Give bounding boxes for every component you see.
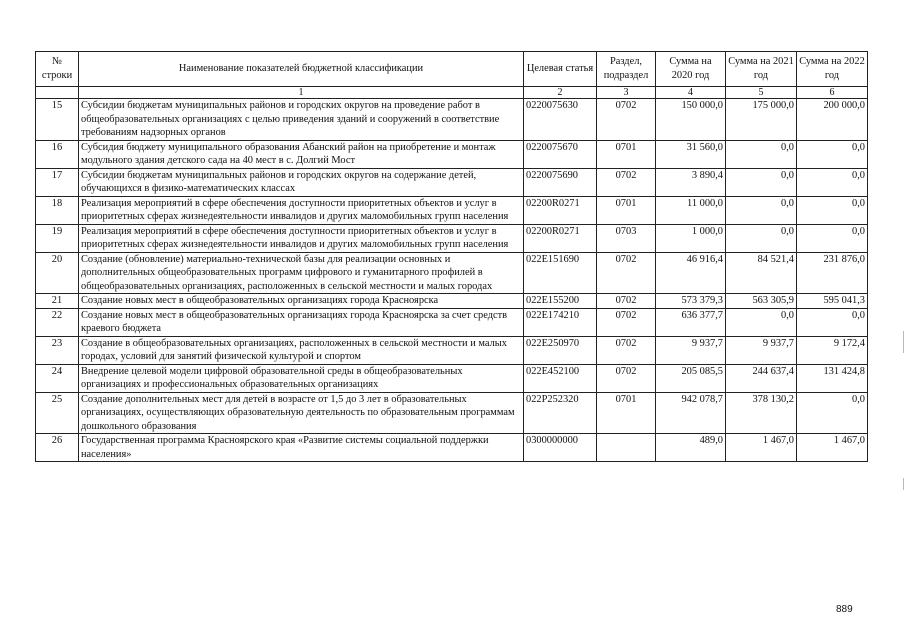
sum-2021: 0,0 <box>726 196 797 224</box>
section-code: 0701 <box>597 392 656 434</box>
row-number: 24 <box>36 364 79 392</box>
sum-2022: 0,0 <box>797 392 868 434</box>
indicator-name: Создание в общеобразовательных организациях, расположенных в сельской местности и малых городах, условий для занятий физической культурой и спортом <box>79 336 524 364</box>
target-item-code: 02200R0271 <box>524 224 597 252</box>
section-code: 0702 <box>597 308 656 336</box>
sum-2022: 0,0 <box>797 224 868 252</box>
scan-margin-mark <box>903 478 904 490</box>
sum-2022: 9 172,4 <box>797 336 868 364</box>
row-number: 20 <box>36 252 79 294</box>
row-number: 18 <box>36 196 79 224</box>
indicator-name: Создание (обновление) материально-технической базы для реализации основных и дополнительных общеобразовательных программ цифрового и гуманитарного профилей в общеобразовательных организациях, расположенных в сельской местности и малых городах <box>79 252 524 294</box>
column-number <box>36 87 79 99</box>
header-target-item: Целевая статья <box>524 52 597 87</box>
budget-table <box>35 51 868 462</box>
sum-2021: 0,0 <box>726 308 797 336</box>
header-row-number: № строки <box>36 52 79 87</box>
column-number: 4 <box>656 87 726 99</box>
sum-2022: 595 041,3 <box>797 294 868 309</box>
row-number: 21 <box>36 294 79 309</box>
sum-2021: 0,0 <box>726 140 797 168</box>
target-item-code: 0220075670 <box>524 140 597 168</box>
section-code: 0702 <box>597 99 656 141</box>
sum-2020: 31 560,0 <box>656 140 726 168</box>
section-code: 0702 <box>597 336 656 364</box>
indicator-name: Создание новых мест в общеобразовательных организациях города Красноярска за счет средств краевого бюджета <box>79 308 524 336</box>
column-number: 2 <box>524 87 597 99</box>
sum-2020: 489,0 <box>656 434 726 462</box>
section-code <box>597 434 656 462</box>
section-code: 0702 <box>597 294 656 309</box>
header-sum-2020: Сумма на 2020 год <box>656 52 726 87</box>
table-row <box>36 168 868 196</box>
sum-2022: 0,0 <box>797 140 868 168</box>
target-item-code: 022E151690 <box>524 252 597 294</box>
table-row <box>36 196 868 224</box>
sum-2021: 378 130,2 <box>726 392 797 434</box>
target-item-code: 0220075630 <box>524 99 597 141</box>
sum-2022: 131 424,8 <box>797 364 868 392</box>
sum-2021: 1 467,0 <box>726 434 797 462</box>
section-code: 0703 <box>597 224 656 252</box>
row-number: 15 <box>36 99 79 141</box>
target-item-code: 022E250970 <box>524 336 597 364</box>
sum-2021: 175 000,0 <box>726 99 797 141</box>
table-row <box>36 252 868 294</box>
target-item-code: 0300000000 <box>524 434 597 462</box>
target-item-code: 022E155200 <box>524 294 597 309</box>
indicator-name: Субсидия бюджету муниципального образования Абанский район на приобретение и монтаж модульного здания детского сада на 40 мест в с. Долгий Мост <box>79 140 524 168</box>
sum-2021: 563 305,9 <box>726 294 797 309</box>
table-row <box>36 294 868 309</box>
target-item-code: 022E174210 <box>524 308 597 336</box>
sum-2020: 11 000,0 <box>656 196 726 224</box>
section-code: 0701 <box>597 196 656 224</box>
section-code: 0701 <box>597 140 656 168</box>
indicator-name: Создание новых мест в общеобразовательных организациях города Красноярска <box>79 294 524 309</box>
column-number: 6 <box>797 87 868 99</box>
target-item-code: 0220075690 <box>524 168 597 196</box>
table-row <box>36 224 868 252</box>
section-code: 0702 <box>597 252 656 294</box>
sum-2021: 0,0 <box>726 168 797 196</box>
column-number-row <box>36 87 868 99</box>
table-row <box>36 308 868 336</box>
table-row <box>36 140 868 168</box>
sum-2020: 636 377,7 <box>656 308 726 336</box>
sum-2022: 200 000,0 <box>797 99 868 141</box>
indicator-name: Реализация мероприятий в сфере обеспечения доступности приоритетных объектов и услуг в приоритетных сферах жизнедеятельности инвалидов и других маломобильных групп населения <box>79 196 524 224</box>
scan-margin-mark <box>903 331 904 353</box>
indicator-name: Субсидии бюджетам муниципальных районов и городских округов на содержание детей, обучающихся в физико-математических классах <box>79 168 524 196</box>
table-row <box>36 392 868 434</box>
table-row <box>36 364 868 392</box>
sum-2022: 0,0 <box>797 168 868 196</box>
sum-2020: 150 000,0 <box>656 99 726 141</box>
table-row <box>36 336 868 364</box>
sum-2022: 0,0 <box>797 196 868 224</box>
sum-2020: 205 085,5 <box>656 364 726 392</box>
indicator-name: Субсидии бюджетам муниципальных районов и городских округов на проведение работ в общеобразовательных организациях с целью приведения зданий и сооружений в соответствие требованиям надзорных органов <box>79 99 524 141</box>
header-section: Раздел, подраздел <box>597 52 656 87</box>
column-number: 3 <box>597 87 656 99</box>
indicator-name: Внедрение целевой модели цифровой образовательной среды в общеобразовательных организациях и профессиональных образовательных организациях <box>79 364 524 392</box>
row-number: 26 <box>36 434 79 462</box>
header-sum-2021: Сумма на 2021 год <box>726 52 797 87</box>
indicator-name: Создание дополнительных мест для детей в возрасте от 1,5 до 3 лет в образовательных организациях, осуществляющих образовательную деятельность по образовательным программам дошкольного образования <box>79 392 524 434</box>
sum-2020: 1 000,0 <box>656 224 726 252</box>
target-item-code: 02200R0271 <box>524 196 597 224</box>
row-number: 17 <box>36 168 79 196</box>
column-number: 1 <box>79 87 524 99</box>
row-number: 25 <box>36 392 79 434</box>
header-indicator-name: Наименование показателей бюджетной классификации <box>79 52 524 87</box>
sum-2021: 84 521,4 <box>726 252 797 294</box>
row-number: 22 <box>36 308 79 336</box>
sum-2022: 231 876,0 <box>797 252 868 294</box>
section-code: 0702 <box>597 168 656 196</box>
table-row <box>36 99 868 141</box>
column-number: 5 <box>726 87 797 99</box>
table-row <box>36 434 868 462</box>
row-number: 23 <box>36 336 79 364</box>
header-row <box>36 52 868 87</box>
header-sum-2022: Сумма на 2022 год <box>797 52 868 87</box>
sum-2020: 942 078,7 <box>656 392 726 434</box>
sum-2020: 9 937,7 <box>656 336 726 364</box>
row-number: 19 <box>36 224 79 252</box>
row-number: 16 <box>36 140 79 168</box>
sum-2020: 3 890,4 <box>656 168 726 196</box>
page-number: 889 <box>836 604 853 615</box>
sum-2021: 244 637,4 <box>726 364 797 392</box>
target-item-code: 022E452100 <box>524 364 597 392</box>
section-code: 0702 <box>597 364 656 392</box>
indicator-name: Государственная программа Красноярского края «Развитие системы социальной поддержки населения» <box>79 434 524 462</box>
sum-2020: 573 379,3 <box>656 294 726 309</box>
target-item-code: 022P252320 <box>524 392 597 434</box>
sum-2021: 0,0 <box>726 224 797 252</box>
sum-2022: 0,0 <box>797 308 868 336</box>
indicator-name: Реализация мероприятий в сфере обеспечения доступности приоритетных объектов и услуг в приоритетных сферах жизнедеятельности инвалидов и других маломобильных групп населения <box>79 224 524 252</box>
sum-2021: 9 937,7 <box>726 336 797 364</box>
sum-2020: 46 916,4 <box>656 252 726 294</box>
sum-2022: 1 467,0 <box>797 434 868 462</box>
